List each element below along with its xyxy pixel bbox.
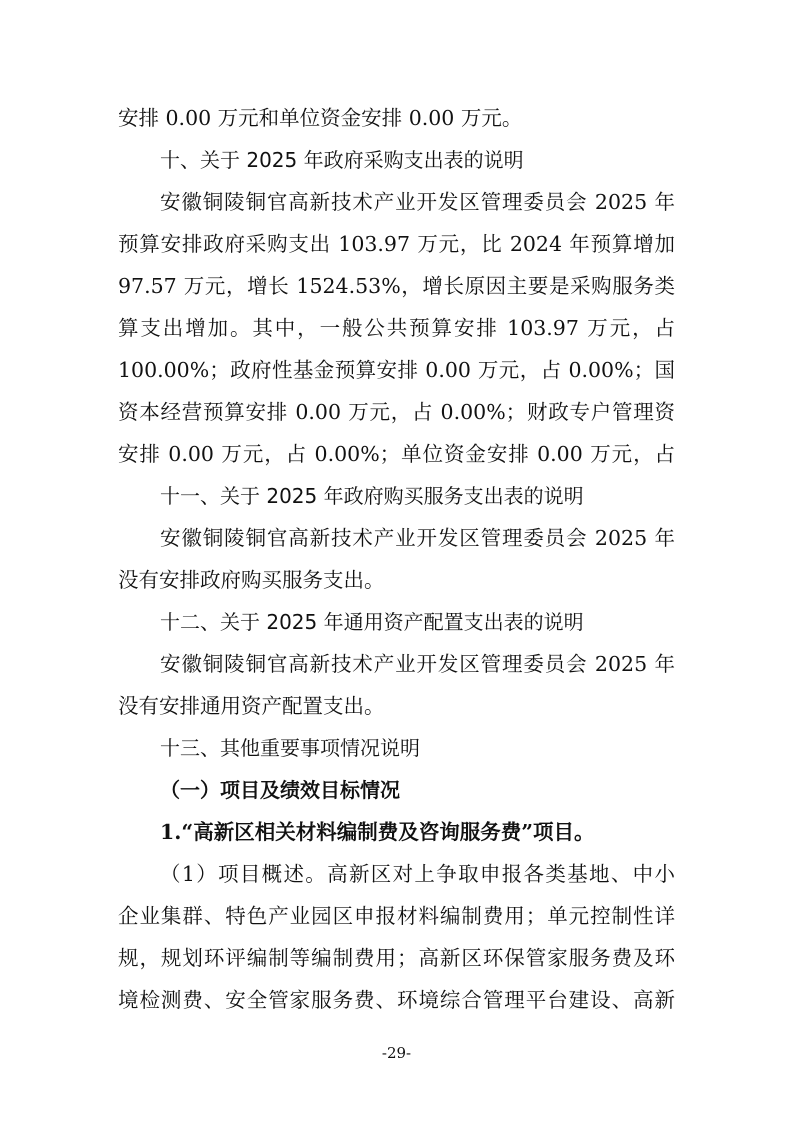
paragraph-line: 企业集群、特色产业园区申报材料编制费用；单元控制性详 bbox=[118, 904, 675, 928]
paragraph-line: 没有安排通用资产配置支出。 bbox=[118, 694, 385, 718]
subsection-heading: （一）项目及绩效目标情况 bbox=[160, 778, 400, 802]
paragraph-line: （1）项目概述。高新区对上争取申报各类基地、中小 bbox=[160, 862, 675, 886]
paragraph-line: 资本经营预算安排 0.00 万元，占 0.00%；财政专户管理资 bbox=[118, 400, 675, 424]
document-body bbox=[118, 97, 675, 1021]
section-heading-11: 十一、关于 2025 年政府购买服务支出表的说明 bbox=[160, 484, 584, 508]
paragraph-line: 预算安排政府采购支出 103.97 万元，比 2024 年预算增加 bbox=[118, 232, 675, 256]
paragraph-line: 安排 0.00 万元，占 0.00%；单位资金安排 0.00 万元，占 bbox=[118, 442, 675, 466]
paragraph-line: 安徽铜陵铜官高新技术产业开发区管理委员会 2025 年 bbox=[160, 652, 675, 676]
paragraph-line: 境检测费、安全管家服务费、环境综合管理平台建设、高新 bbox=[118, 988, 675, 1012]
section-heading-13: 十三、其他重要事项情况说明 bbox=[160, 736, 420, 760]
paragraph-line: 算支出增加。其中，一般公共预算安排 103.97 万元，占 bbox=[118, 316, 675, 340]
paragraph-line: 安徽铜陵铜官高新技术产业开发区管理委员会 2025 年 bbox=[160, 526, 675, 550]
section-heading-10: 十、关于 2025 年政府采购支出表的说明 bbox=[160, 148, 524, 172]
project-heading: 1.“高新区相关材料编制费及咨询服务费”项目。 bbox=[160, 820, 595, 844]
paragraph-line: 没有安排政府购买服务支出。 bbox=[118, 568, 385, 592]
paragraph-line: 规，规划环评编制等编制费用；高新区环保管家服务费及环 bbox=[118, 946, 675, 970]
paragraph-line: 安排 0.00 万元和单位资金安排 0.00 万元。 bbox=[118, 106, 523, 130]
section-heading-12: 十二、关于 2025 年通用资产配置支出表的说明 bbox=[160, 610, 584, 634]
paragraph-line: 97.57 万元，增长 1524.53%，增长原因主要是采购服务类 bbox=[118, 274, 675, 298]
paragraph-line: 安徽铜陵铜官高新技术产业开发区管理委员会 2025 年 bbox=[160, 190, 675, 214]
page-number: -29- bbox=[381, 1044, 412, 1062]
paragraph-line: 100.00%；政府性基金预算安排 0.00 万元，占 0.00%；国 bbox=[118, 358, 675, 382]
